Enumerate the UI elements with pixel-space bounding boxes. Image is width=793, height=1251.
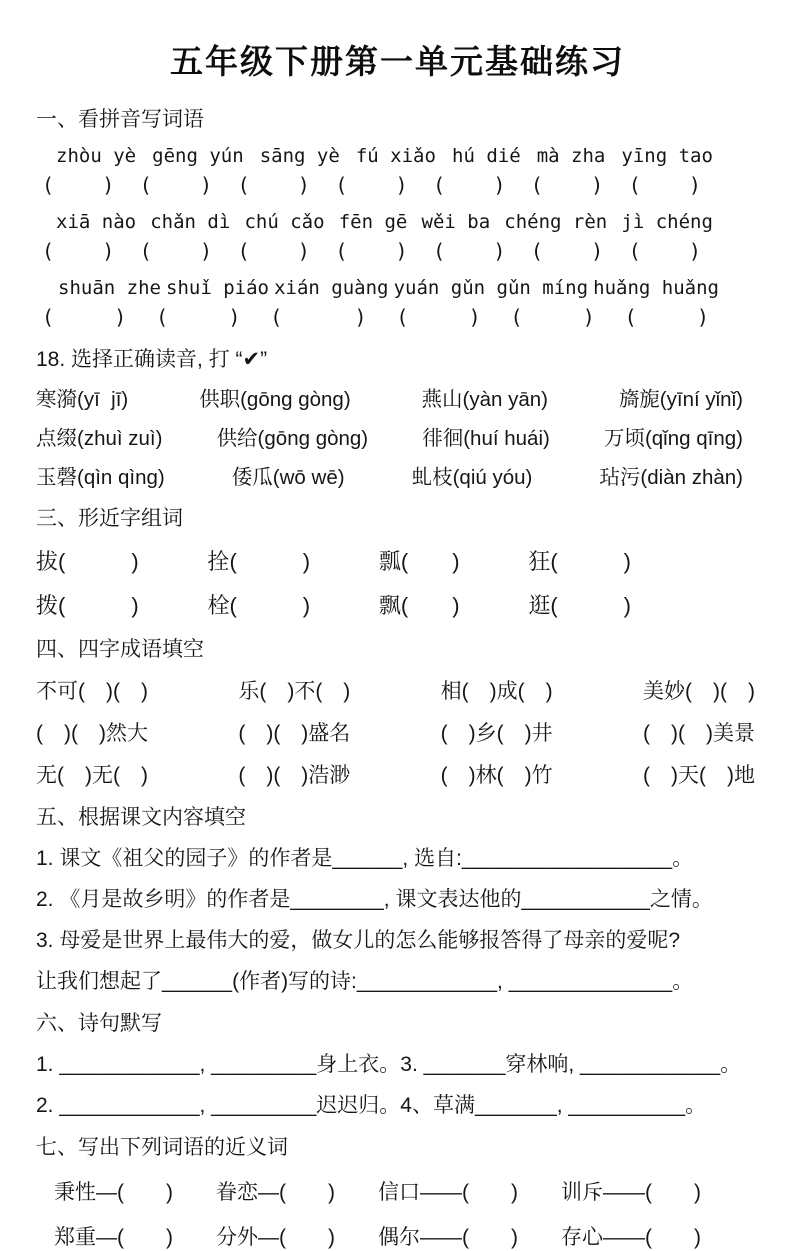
answer-blank-row-3	[36, 305, 759, 329]
answer-blank: ( )	[139, 239, 213, 263]
idiom-blank: ( )( )美景	[642, 722, 755, 745]
answer-blank: ( )	[510, 305, 595, 329]
text-fill-line-4: 让我们想起了______(作者)写的诗:____________, ______________。	[36, 970, 694, 993]
heading-poem-dictation: 六、诗句默写	[36, 1012, 162, 1035]
section-poem-dictation	[36, 1007, 759, 1119]
pronunciation-choice: 玉磬(qìn qìng)	[36, 466, 165, 489]
section-text-fill	[36, 801, 759, 995]
pinyin-word: gēng yún	[152, 145, 244, 167]
pinyin-row-1	[36, 145, 759, 167]
char-word-blank: 飘( )	[378, 593, 460, 618]
similar-chars-row-2	[36, 589, 759, 620]
pinyin-word: jì chéng	[621, 211, 713, 233]
char-word-blank: 拨( )	[36, 593, 139, 618]
char-word-blank: 拴( )	[207, 549, 311, 574]
pronunciation-choice: 虬枝(qiú yóu)	[411, 466, 533, 489]
heading-idiom-fill: 四、四字成语填空	[36, 638, 204, 661]
pinyin-word: fú xiǎo	[355, 145, 436, 167]
idiom-blank: ( )( )盛名	[238, 722, 351, 745]
pinyin-word: zhòu yè	[56, 145, 137, 167]
pronunciation-choice: 徘徊(huí huái)	[422, 427, 550, 450]
idiom-blank: 相( )成( )	[440, 680, 553, 703]
pinyin-row-2	[36, 211, 759, 233]
synonym-blank: 信口——( )	[378, 1181, 518, 1204]
answer-blank: ( )	[139, 173, 213, 197]
answer-blank: ( )	[42, 305, 127, 329]
synonym-blank: 秉性—( )	[54, 1181, 173, 1204]
pronunciation-choice: 寒漪(yī jī)	[36, 388, 129, 411]
poem-line-1: 1. ____________, _________身上衣。3. _______穿林响, ____________。	[36, 1053, 742, 1076]
answer-blank: ( )	[335, 173, 408, 197]
pronunciation-row-1	[36, 382, 759, 412]
pronunciation-choice: 点缀(zhuì zuì)	[36, 427, 163, 450]
pronunciation-row-3	[36, 460, 759, 490]
char-word-blank: 逛( )	[528, 593, 631, 618]
idiom-blank: ( )天( )地	[642, 764, 755, 787]
answer-blank: ( )	[530, 173, 604, 197]
pinyin-row-3	[36, 277, 759, 299]
idiom-blank: ( )林( )竹	[440, 764, 553, 787]
answer-blank-row-2	[36, 239, 759, 263]
idiom-blank: 美妙( )( )	[642, 680, 755, 703]
heading-similar-chars: 三、形近字组词	[36, 507, 183, 530]
pinyin-word: chú cǎo	[244, 211, 325, 233]
pinyin-word: mà zha	[536, 145, 606, 167]
answer-blank: ( )	[42, 239, 115, 263]
text-fill-line-1: 1. 课文《祖父的园子》的作者是______, 选自:__________________。	[36, 847, 694, 870]
similar-chars-row-1	[36, 545, 759, 576]
pronunciation-choice: 供职(gōng gòng)	[199, 388, 351, 411]
pronunciation-choice: 供给(gōng gòng)	[216, 427, 369, 450]
section-choose-pronunciation	[36, 343, 759, 490]
answer-blank: ( )	[433, 239, 506, 263]
answer-blank: ( )	[624, 305, 709, 329]
idiom-blank: 乐( )不( )	[238, 680, 351, 703]
heading-synonyms: 七、写出下列词语的近义词	[36, 1136, 288, 1159]
pronunciation-row-2	[36, 421, 759, 451]
answer-blank-row-1	[36, 173, 759, 197]
pinyin-word: yīng tao	[621, 145, 713, 167]
heading-pinyin-write: 一、看拼音写词语	[36, 108, 204, 131]
text-fill-line-2: 2. 《月是故乡明》的作者是________, 课文表达他的___________之情。	[36, 888, 713, 911]
section-synonyms	[36, 1131, 759, 1251]
pinyin-word: hú dié	[452, 145, 521, 167]
synonym-blank: 偶尔——( )	[378, 1226, 518, 1249]
answer-blank: ( )	[270, 305, 367, 329]
answer-blank: ( )	[335, 239, 408, 263]
pronunciation-choice: 旖旎(yīní yǐnǐ)	[618, 388, 743, 411]
idiom-blank: ( )( )然大	[36, 722, 148, 745]
text-fill-line-3: 3. 母爱是世界上最伟大的爱，做女儿的怎么能够报答得了母亲的爱呢?	[36, 929, 681, 952]
synonym-row-2	[36, 1221, 759, 1251]
pinyin-word: shuǐ piáo	[166, 277, 269, 299]
pinyin-word: shuān zhe	[58, 277, 161, 299]
char-word-blank: 拔( )	[36, 549, 139, 574]
idiom-row-3	[36, 759, 759, 789]
pinyin-word: chéng rèn	[504, 211, 608, 233]
pinyin-word: chǎn dì	[150, 211, 231, 233]
synonym-blank: 存心——( )	[561, 1226, 701, 1249]
char-word-blank: 栓( )	[207, 593, 311, 618]
pinyin-word: wěi ba	[421, 211, 491, 233]
synonym-blank: 眷恋—( )	[216, 1181, 335, 1204]
answer-blank: ( )	[628, 239, 701, 263]
poem-line-2: 2. ____________, _________迟迟归。4、草满_______, __________。	[36, 1094, 707, 1117]
answer-blank: ( )	[156, 305, 241, 329]
synonym-blank: 训斥——( )	[561, 1181, 701, 1204]
answer-blank: ( )	[530, 239, 604, 263]
section-pinyin-write	[36, 103, 759, 329]
idiom-row-1	[36, 675, 759, 705]
synonym-row-1	[36, 1176, 759, 1206]
answer-blank: ( )	[628, 173, 701, 197]
idiom-row-2	[36, 717, 759, 747]
idiom-blank: ( )( )浩渺	[238, 764, 351, 787]
synonym-blank: 分外—( )	[216, 1226, 335, 1249]
section-similar-chars	[36, 502, 759, 620]
pinyin-word: xiā nào	[56, 211, 137, 233]
idiom-blank: ( )乡( )井	[440, 722, 553, 745]
answer-blank: ( )	[237, 173, 310, 197]
synonym-blank: 郑重—( )	[54, 1226, 173, 1249]
answer-blank: ( )	[433, 173, 506, 197]
section-idiom-fill	[36, 633, 759, 789]
pinyin-word: huǎng huǎng	[593, 277, 719, 299]
char-word-blank: 狂( )	[528, 549, 631, 574]
pronunciation-choice: 玷污(diàn zhàn)	[599, 466, 743, 489]
heading-text-fill: 五、根据课文内容填空	[36, 806, 246, 829]
pronunciation-choice: 万顷(qǐng qīng)	[603, 427, 743, 450]
heading-choose-pronunciation: 18. 选择正确读音, 打 “✔”	[36, 348, 268, 371]
answer-blank: ( )	[42, 173, 115, 197]
pinyin-word: fēn gē	[338, 211, 408, 233]
idiom-blank: 无( )无( )	[36, 764, 148, 787]
pronunciation-choice: 燕山(yàn yān)	[421, 388, 548, 411]
pinyin-word: yuán gǔn gǔn míng	[393, 277, 589, 299]
pinyin-word: xián guàng	[274, 277, 389, 299]
pronunciation-choice: 倭瓜(wō wē)	[231, 466, 345, 489]
pinyin-word: sāng yè	[259, 145, 340, 167]
answer-blank: ( )	[396, 305, 481, 329]
char-word-blank: 瓢( )	[378, 549, 460, 574]
answer-blank: ( )	[237, 239, 310, 263]
worksheet-title: 五年级下册第一单元基础练习	[170, 43, 625, 80]
idiom-blank: 不可( )( )	[36, 680, 148, 703]
